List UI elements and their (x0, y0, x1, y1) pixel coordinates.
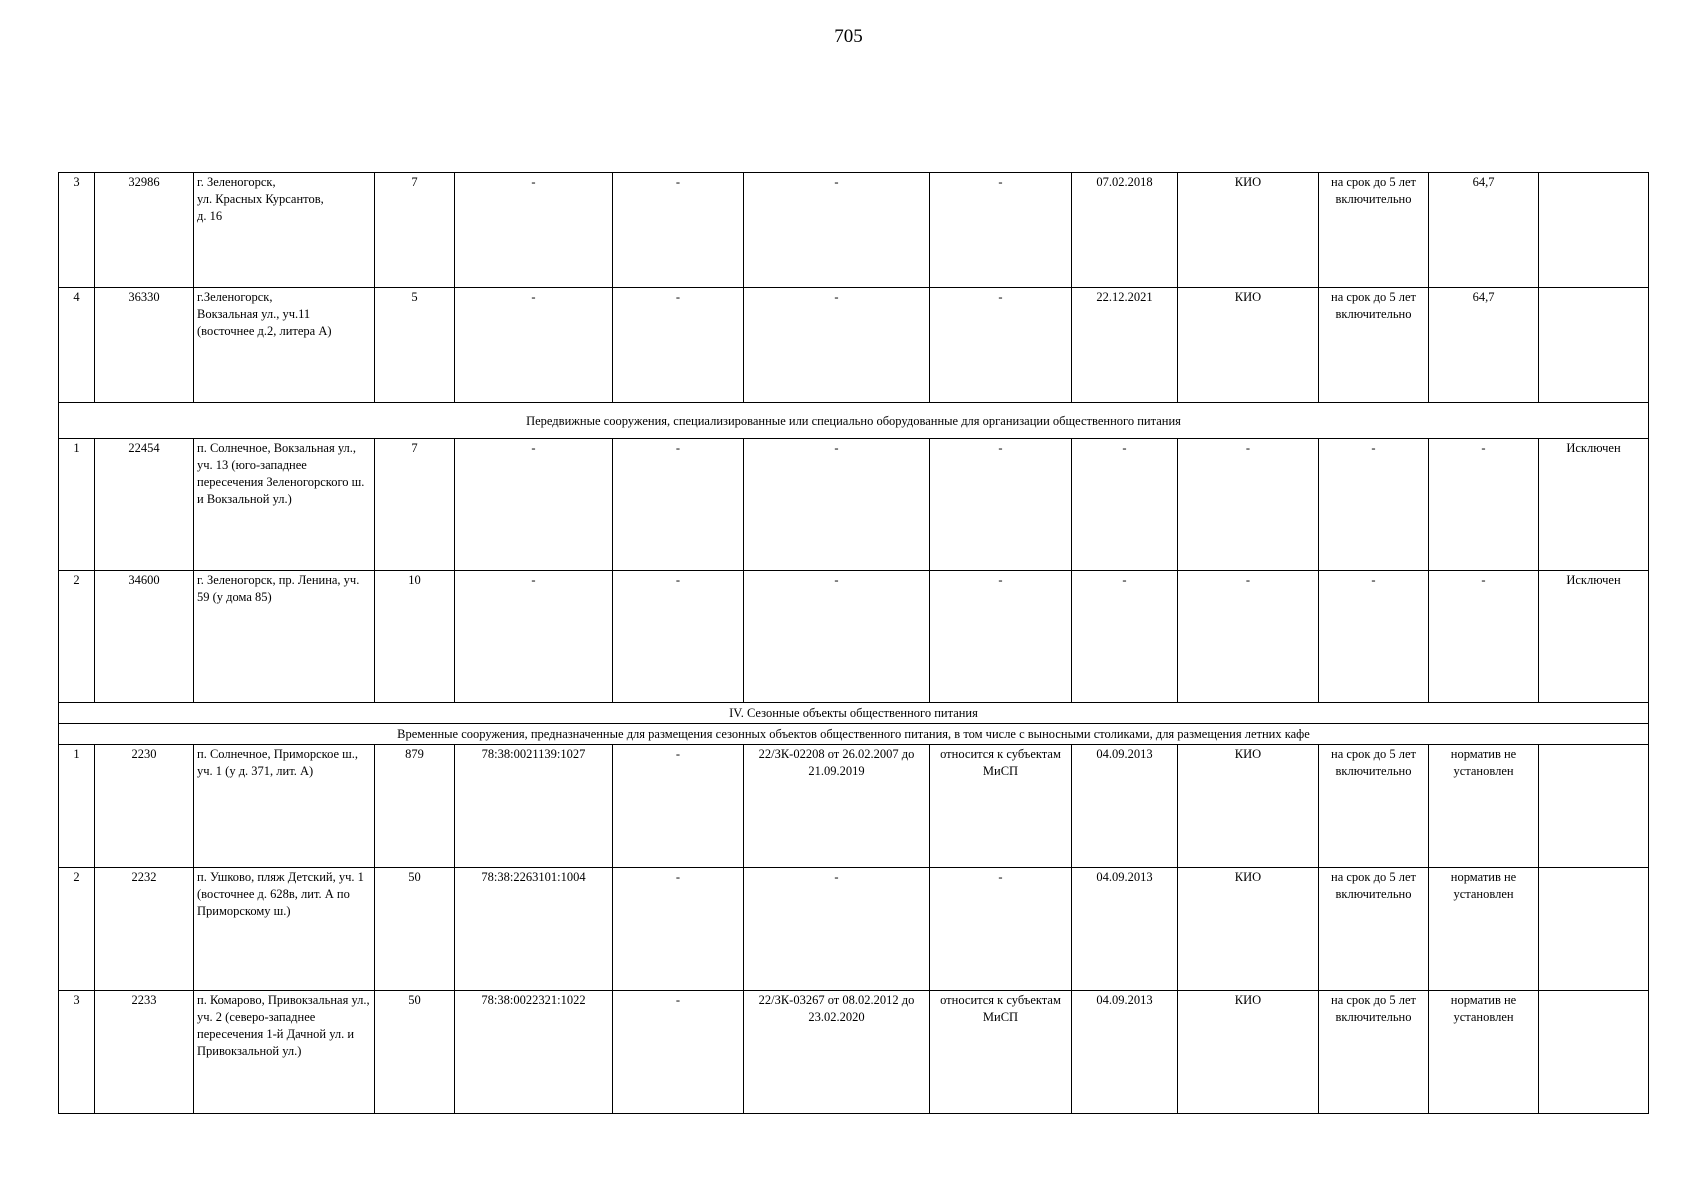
cell-cadastral: 78:38:2263101:1004 (455, 868, 613, 991)
cell-organ: КИО (1178, 173, 1319, 288)
cell-term: на срок до 5 лет включительно (1319, 868, 1429, 991)
cell-col6: - (613, 868, 744, 991)
cell-area: 50 (375, 991, 455, 1114)
cell-address: п. Солнечное, Вокзальная ул., уч. 13 (юго-западнее пересечения Зеленогорского ш. и Вокзальной ул.) (194, 439, 375, 571)
cell-cadastral: - (455, 439, 613, 571)
cell-contract: - (744, 173, 930, 288)
cell-organ: - (1178, 571, 1319, 703)
cell-contract: 22/ЗК-02208 от 26.02.2007 до 21.09.2019 (744, 745, 930, 868)
cell-area: 7 (375, 439, 455, 571)
cell-norm: - (1429, 571, 1539, 703)
cell-address: п. Солнечное, Приморское ш., уч. 1 (у д. 371, лит. А) (194, 745, 375, 868)
table-row (59, 991, 1649, 1114)
section-title-seasonal: IV. Сезонные объекты общественного питания (59, 703, 1649, 724)
cell-num: 1 (59, 745, 95, 868)
table-row (59, 868, 1649, 991)
cell-contract: - (744, 288, 930, 403)
cell-date: 04.09.2013 (1072, 745, 1178, 868)
cell-organ: КИО (1178, 868, 1319, 991)
cell-area: 10 (375, 571, 455, 703)
cell-id: 32986 (95, 173, 194, 288)
cell-organ: КИО (1178, 991, 1319, 1114)
cell-date: 22.12.2021 (1072, 288, 1178, 403)
cell-address: г.Зеленогорск, Вокзальная ул., уч.11 (восточнее д.2, литера А) (194, 288, 375, 403)
cell-id: 2233 (95, 991, 194, 1114)
cell-msp: - (930, 439, 1072, 571)
cell-col6: - (613, 439, 744, 571)
cell-area: 7 (375, 173, 455, 288)
cell-msp: относится к субъектам МиСП (930, 991, 1072, 1114)
cell-area: 50 (375, 868, 455, 991)
cell-msp: относится к субъектам МиСП (930, 745, 1072, 868)
cell-note (1539, 991, 1649, 1114)
cell-num: 2 (59, 571, 95, 703)
section-title-mobile: Передвижные сооружения, специализированные или специально оборудованные для организации общественного питания (59, 403, 1649, 439)
table-row (59, 571, 1649, 703)
cell-col6: - (613, 173, 744, 288)
section-header-row (59, 703, 1649, 724)
cell-msp: - (930, 173, 1072, 288)
cell-note (1539, 868, 1649, 991)
cell-num: 3 (59, 991, 95, 1114)
cell-num: 4 (59, 288, 95, 403)
cell-norm: норматив не установлен (1429, 745, 1539, 868)
cell-id: 36330 (95, 288, 194, 403)
cell-cadastral: 78:38:0021139:1027 (455, 745, 613, 868)
cell-area: 5 (375, 288, 455, 403)
cell-num: 2 (59, 868, 95, 991)
cell-note: Исключен (1539, 439, 1649, 571)
cell-num: 1 (59, 439, 95, 571)
table-row (59, 173, 1649, 288)
cell-col6: - (613, 571, 744, 703)
cell-date: 07.02.2018 (1072, 173, 1178, 288)
cell-cadastral: 78:38:0022321:1022 (455, 991, 613, 1114)
section-subheader-row (59, 724, 1649, 745)
cell-address: п. Ушково, пляж Детский, уч. 1 (восточнее д. 628в, лит. А по Приморскому ш.) (194, 868, 375, 991)
cell-msp: - (930, 288, 1072, 403)
cell-contract: - (744, 571, 930, 703)
cell-col6: - (613, 745, 744, 868)
cell-term: на срок до 5 лет включительно (1319, 288, 1429, 403)
cell-organ: КИО (1178, 745, 1319, 868)
cell-organ: - (1178, 439, 1319, 571)
cell-note (1539, 745, 1649, 868)
cell-date: 04.09.2013 (1072, 868, 1178, 991)
registry-table (58, 172, 1649, 1114)
cell-contract: - (744, 868, 930, 991)
cell-date: - (1072, 571, 1178, 703)
section-subtitle-seasonal: Временные сооружения, предназначенные для размещения сезонных объектов общественного питания, в том числе с выносными столиками, для размещения летних кафе (59, 724, 1649, 745)
cell-term: - (1319, 571, 1429, 703)
cell-norm: 64,7 (1429, 173, 1539, 288)
cell-address: г. Зеленогорск, пр. Ленина, уч. 59 (у дома 85) (194, 571, 375, 703)
cell-organ: КИО (1178, 288, 1319, 403)
cell-id: 34600 (95, 571, 194, 703)
cell-cadastral: - (455, 288, 613, 403)
cell-contract: - (744, 439, 930, 571)
table-row (59, 288, 1649, 403)
cell-note: Исключен (1539, 571, 1649, 703)
cell-cadastral: - (455, 571, 613, 703)
cell-contract: 22/ЗК-03267 от 08.02.2012 до 23.02.2020 (744, 991, 930, 1114)
page-number: 705 (834, 26, 863, 47)
cell-address: г. Зеленогорск, ул. Красных Курсантов, д. 16 (194, 173, 375, 288)
cell-term: на срок до 5 лет включительно (1319, 173, 1429, 288)
cell-id: 2232 (95, 868, 194, 991)
cell-note (1539, 288, 1649, 403)
table-row (59, 745, 1649, 868)
cell-area: 879 (375, 745, 455, 868)
cell-term: - (1319, 439, 1429, 571)
cell-address: п. Комарово, Привокзальная ул., уч. 2 (северо-западнее пересечения 1-й Дачной ул. и Привокзальной ул.) (194, 991, 375, 1114)
cell-num: 3 (59, 173, 95, 288)
cell-norm: норматив не установлен (1429, 991, 1539, 1114)
cell-col6: - (613, 288, 744, 403)
cell-id: 2230 (95, 745, 194, 868)
cell-msp: - (930, 868, 1072, 991)
cell-col6: - (613, 991, 744, 1114)
cell-msp: - (930, 571, 1072, 703)
cell-norm: 64,7 (1429, 288, 1539, 403)
table-row (59, 439, 1649, 571)
cell-norm: - (1429, 439, 1539, 571)
cell-norm: норматив не установлен (1429, 868, 1539, 991)
cell-term: на срок до 5 лет включительно (1319, 745, 1429, 868)
cell-date: - (1072, 439, 1178, 571)
section-header-row (59, 403, 1649, 439)
cell-date: 04.09.2013 (1072, 991, 1178, 1114)
cell-term: на срок до 5 лет включительно (1319, 991, 1429, 1114)
cell-note (1539, 173, 1649, 288)
cell-cadastral: - (455, 173, 613, 288)
cell-id: 22454 (95, 439, 194, 571)
